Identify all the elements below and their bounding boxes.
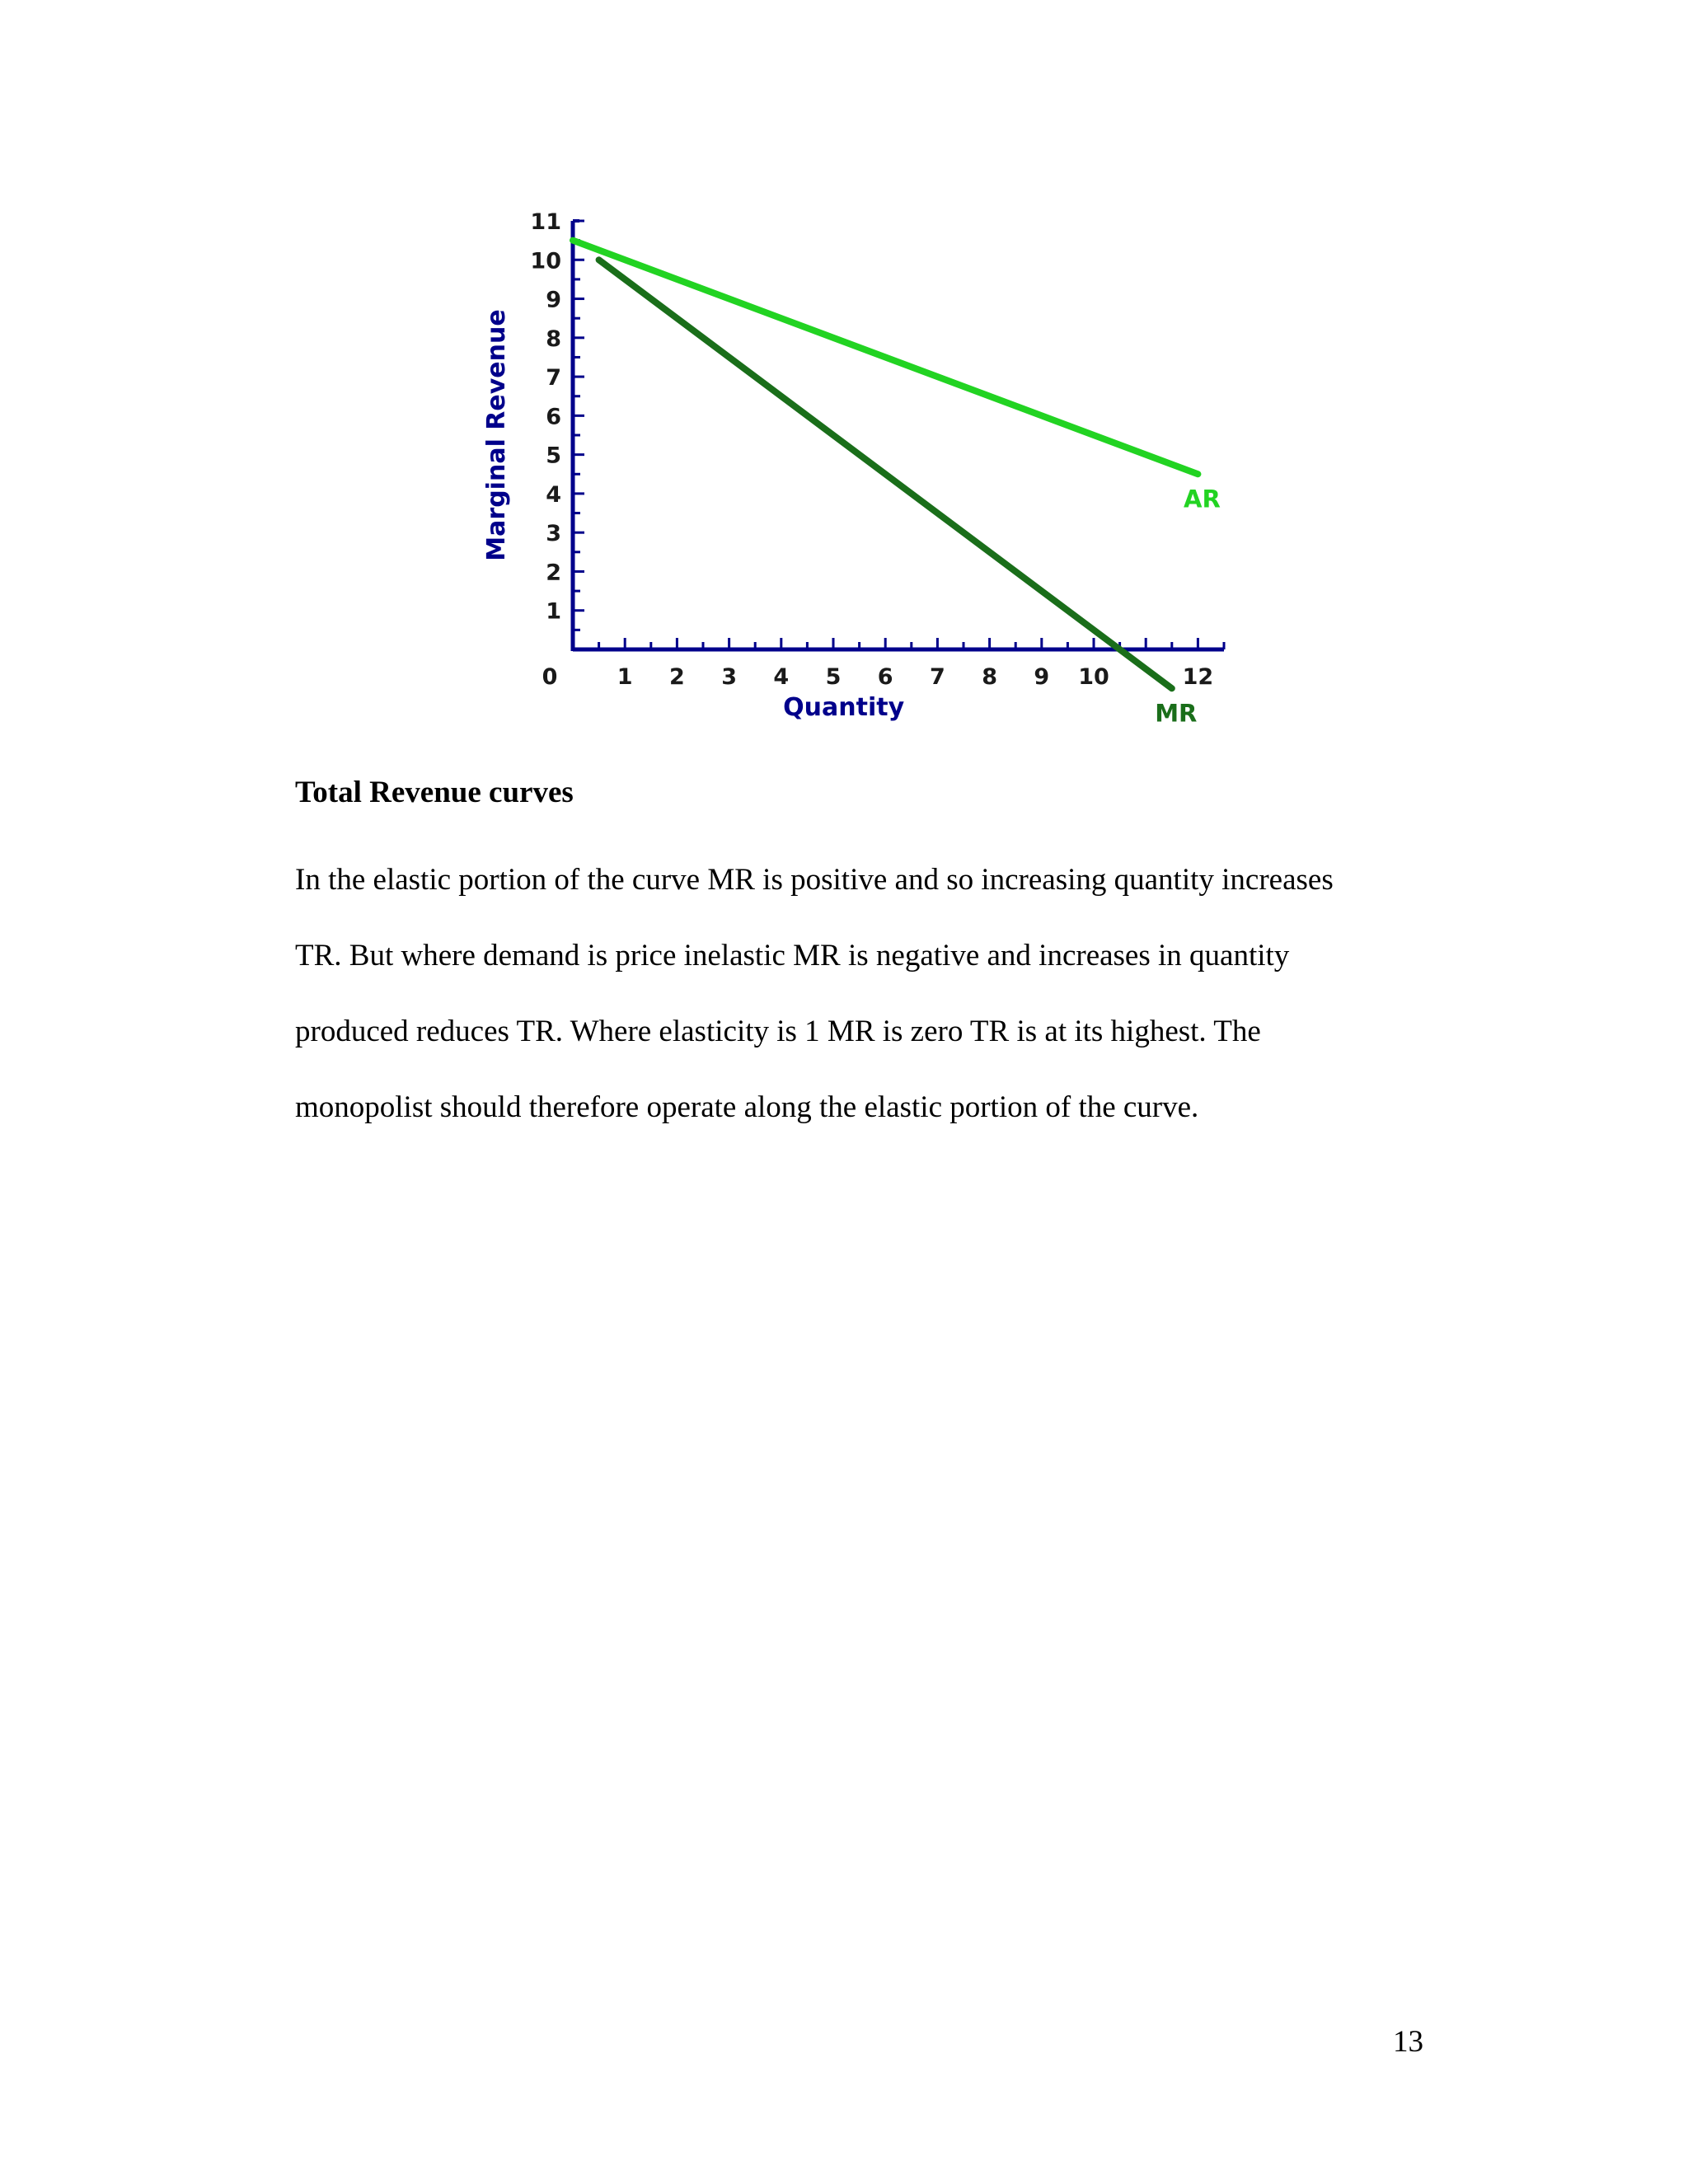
x-tick-label: 10 [1078,664,1109,690]
revenue-chart-svg [478,198,1253,742]
paragraph-line: monopolist should therefore operate along the elastic portion of the curve. [295,1090,1199,1124]
series-line-ar [573,241,1198,475]
y-axis-label: Marginal Revenue [482,309,511,561]
x-axis-label: Quantity [783,693,905,722]
y-tick-label: 10 [530,248,561,274]
section-heading: Total Revenue curves [295,776,574,809]
paragraph-line: TR. But where demand is price inelastic MR is negative and increases in quantity [295,939,1290,972]
y-tick-label: 2 [546,560,561,586]
y-tick-label: 11 [530,209,561,235]
x-tick-label: 6 [877,664,893,690]
x-tick-label: 12 [1182,664,1214,690]
x-tick-label: 2 [669,664,685,690]
paragraph-line: In the elastic portion of the curve MR is positive and so increasing quantity increases [295,863,1334,897]
y-tick-label: 3 [546,521,561,547]
y-tick-label: 4 [546,481,561,508]
series-line-mr [599,260,1172,688]
x-tick-label: 0 [542,664,558,690]
x-tick-label: 3 [721,664,737,690]
x-tick-label: 7 [930,664,945,690]
y-tick-label: 5 [546,443,561,469]
x-tick-label: 9 [1034,664,1050,690]
x-tick-label: 5 [825,664,842,690]
series-label-ar: AR [1184,485,1221,513]
y-tick-label: 6 [546,404,561,430]
series-label-mr: MR [1155,699,1198,728]
revenue-chart [478,198,1253,742]
y-tick-label: 7 [546,365,561,391]
paragraph-line: produced reduces TR. Where elasticity is 1 MR is zero TR is at its highest. The [295,1015,1261,1048]
x-tick-label: 8 [982,664,997,690]
x-tick-label: 1 [617,664,633,690]
page-number: 13 [1393,2025,1423,2059]
x-tick-label: 4 [773,664,790,690]
y-tick-label: 9 [546,287,561,313]
body-paragraph [295,842,1449,1146]
y-tick-label: 1 [546,598,561,625]
y-tick-label: 8 [546,326,561,352]
